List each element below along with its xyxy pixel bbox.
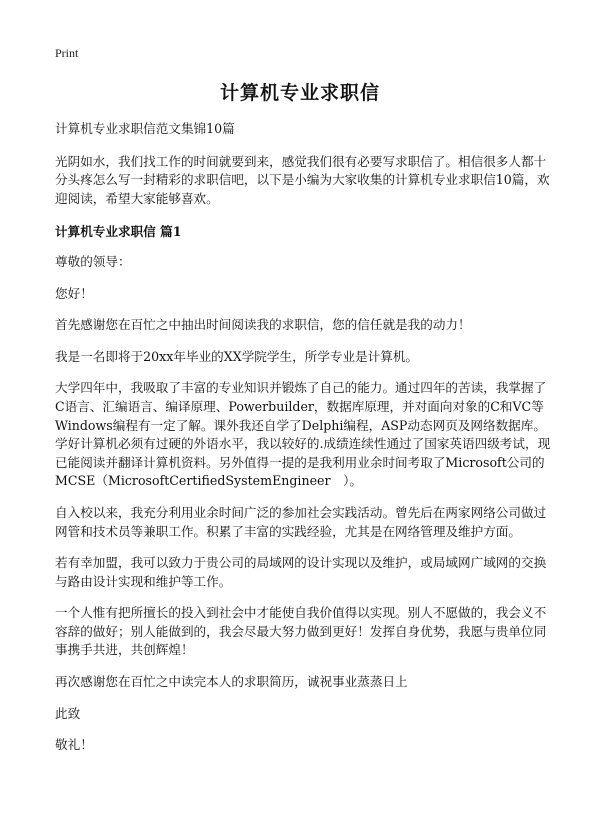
print-label: Print: [55, 46, 79, 60]
document-title: 计算机专业求职信: [219, 82, 380, 104]
sign-off: 敬礼！: [55, 737, 93, 753]
intro-paragraph: 光阴如水，我们找工作的时间就要到来，感觉我们很有必要写求职信了。相信很多人都十分头疼怎么写一封精彩的求职信吧，以下是小编为大家收集的计算机专业求职信10篇，欢迎阅读，希望大家能够喜欢。: [55, 153, 550, 206]
document-body: [55, 120, 555, 768]
greeting: 您好！: [55, 285, 93, 301]
body-paragraph: 一个人惟有把所擅长的投入到社会中才能使自我价值得以实现。别人不愿做的，我会义不容辞的做好；别人能做到的，我会尽最大努力做到更好！发挥自身优势，我愿与贵单位同事携手共进，共创辉煌！: [55, 605, 547, 658]
body-paragraph: 若有幸加盟，我可以致力于贵公司的局域网的设计实现以及维护，或局域网广域网的交换与路由设计实现和维护等工作。: [55, 555, 547, 589]
body-paragraph: 大学四年中，我吸取了丰富的专业知识并锻炼了自己的能力。通过四年的苦读，我掌握了C语言、汇编语言、编译原理、Powerbuilder，数据库原理，并对面向对象的C和VC等Windows编程有一定了解。课外我还自学了Delphi编程，ASP动态网页及网络数据库。学好计算机必须有过硬的外语水平，我以较好的.成绩连续性通过了国家英语四级考试，现已能阅读并翻译计算机资料。另外值得一提的是我利用业余时间考取了Microsoft公司的MCSE（MicrosoftCertifiedSystemEngineer ）。: [55, 380, 551, 489]
closing: 此致: [55, 705, 81, 721]
salutation: 尊敬的领导：: [55, 253, 131, 269]
body-paragraph: 自入校以来，我充分利用业余时间广泛的参加社会实践活动。曾先后在两家网络公司做过网管和技术员等兼职工作。积累了丰富的实践经验，尤其是在网络管理及维护方面。: [55, 504, 547, 539]
section-heading: 计算机专业求职信 篇1: [55, 224, 182, 240]
body-paragraph: 首先感谢您在百忙之中抽出时间阅读我的求职信，您的信任就是我的动力！: [55, 317, 471, 333]
document-subtitle: 计算机专业求职信范文集锦10篇: [55, 121, 235, 136]
body-paragraph: 再次感谢您在百忙之中读完本人的求职简历，诚祝事业蒸蒸日上: [55, 674, 408, 690]
body-paragraph: 我是一名即将于20xx年毕业的XX学院学生，所学专业是计算机。: [55, 348, 419, 364]
